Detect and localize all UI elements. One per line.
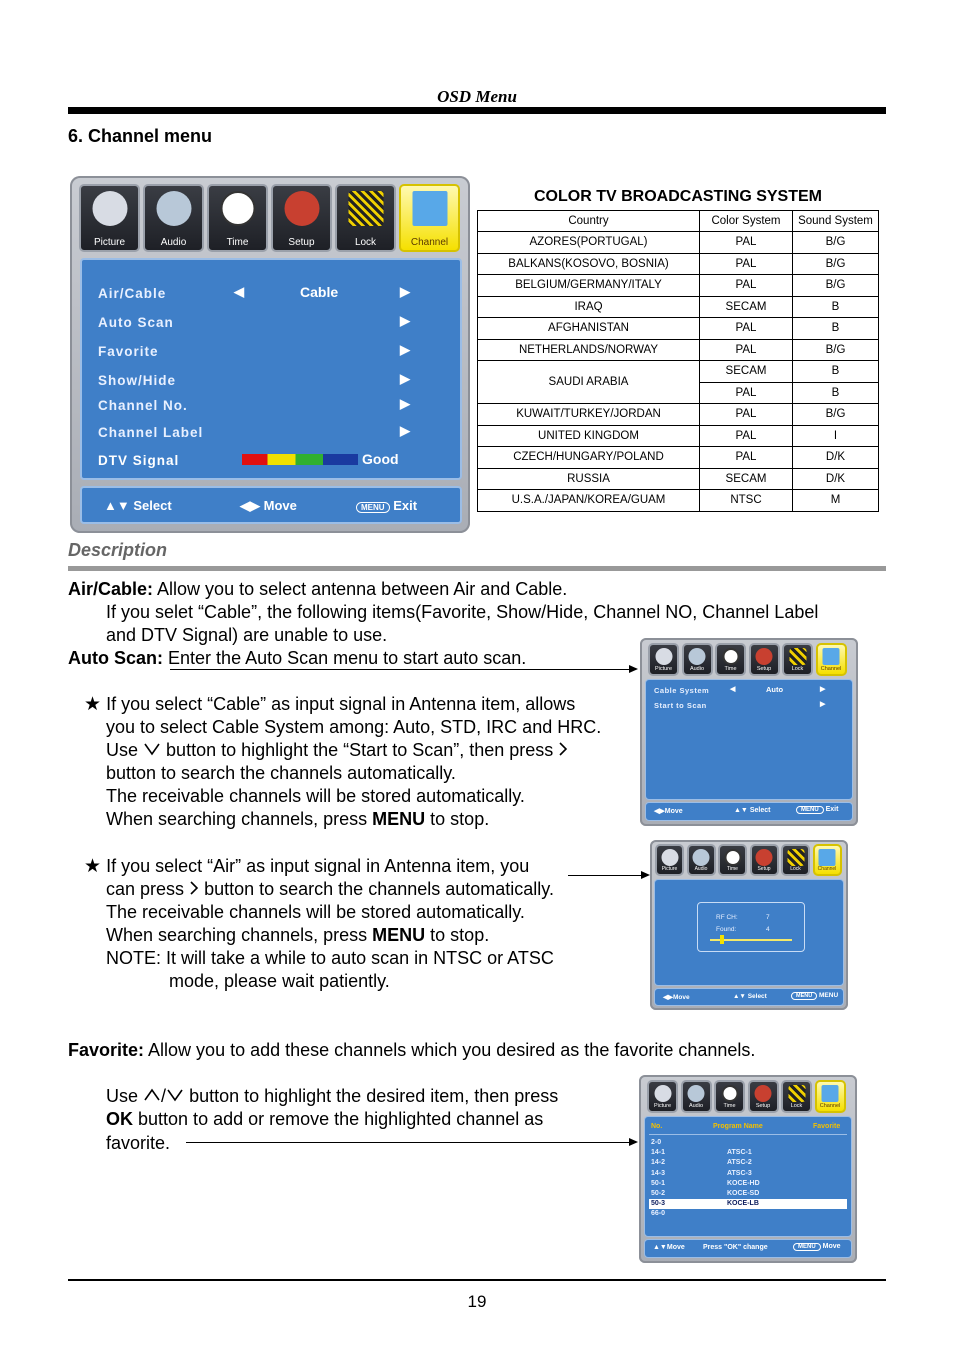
country-cell: AZORES(PORTUGAL)	[478, 232, 700, 254]
tab-label: Setup	[288, 237, 315, 248]
program-name: ATSC-3	[727, 1169, 752, 1177]
osd-list-panel	[644, 1116, 852, 1237]
tab-setup[interactable]	[749, 643, 780, 676]
clock-icon	[724, 849, 741, 866]
star-icon: ★	[84, 694, 102, 715]
country-cell: BELGIUM/GERMANY/ITALY	[478, 275, 700, 297]
page-header: OSD Menu	[437, 87, 517, 106]
sound-system-cell: B	[793, 296, 879, 318]
monitor-icon	[819, 849, 836, 866]
tab-time[interactable]	[207, 184, 268, 252]
down-chevron-icon	[166, 1088, 184, 1102]
up-down-icon: ▲▼	[733, 993, 746, 1000]
program-name: ATSC-1	[727, 1149, 752, 1157]
menu-item-cable-system[interactable]: Cable System	[654, 686, 710, 695]
tab-channel[interactable]	[816, 643, 847, 676]
country-cell: UNITED KINGDOM	[478, 425, 700, 447]
table-row	[478, 425, 879, 447]
color-system-cell: PAL	[700, 253, 793, 275]
color-system-cell: PAL	[700, 447, 793, 469]
lock-icon	[348, 191, 383, 226]
footer-exit: MENU Exit	[356, 498, 417, 513]
tab-lock[interactable]	[781, 1080, 812, 1113]
lock-icon	[788, 1085, 805, 1102]
column-header: Color System	[700, 211, 793, 232]
channel-number: 50-1	[651, 1179, 666, 1187]
footer-select: ▲▼ Select	[734, 807, 771, 814]
tab-label: Picture	[661, 866, 678, 872]
menu-key-icon: MENU	[356, 502, 390, 513]
tab-picture[interactable]	[655, 844, 684, 876]
country-cell: U.S.A./JAPAN/KOREA/GUAM	[478, 490, 700, 512]
country-cell: SAUDI ARABIA	[478, 361, 700, 404]
cable-bullet-line5: The receivable channels will be stored automatically.	[106, 786, 525, 806]
dtv-signal-value: Good	[362, 451, 399, 467]
right-chevron-icon	[189, 881, 199, 895]
color-system-cell: SECAM	[700, 296, 793, 318]
tools-icon	[755, 1085, 772, 1102]
country-cell: RUSSIA	[478, 468, 700, 490]
sound-system-cell: D/K	[793, 447, 879, 469]
osd-auto-scan-cable	[640, 638, 858, 826]
up-chevron-icon	[143, 1088, 161, 1102]
right-chevron-icon	[558, 742, 568, 756]
footer-move: ▲▼Move	[653, 1244, 685, 1251]
auto-scan-paragraph	[68, 647, 526, 670]
sound-system-cell: B/G	[793, 253, 879, 275]
menu-item-show-hide[interactable]: Show/Hide	[98, 373, 177, 388]
air-cable-desc: Allow you to select antenna between Air and Cable.	[157, 579, 568, 599]
sound-system-cell: B/G	[793, 404, 879, 426]
tab-label: Audio	[160, 237, 187, 248]
channel-number: 14-1	[651, 1149, 666, 1157]
tab-audio[interactable]	[143, 184, 204, 252]
left-right-icon: ◀▶	[654, 808, 665, 815]
list-item[interactable]	[649, 1169, 847, 1179]
table-row	[478, 296, 879, 318]
tab-lock[interactable]	[335, 184, 396, 252]
tab-label: Lock	[790, 866, 801, 872]
tab-label: Picture	[654, 666, 673, 672]
table-row	[478, 275, 879, 297]
favorite-line1: Use / button to highlight the desired item, then press	[106, 1086, 559, 1106]
clock-icon	[721, 1085, 738, 1102]
menu-item-favorite[interactable]: Favorite	[98, 344, 159, 359]
sound-system-cell: B/G	[793, 339, 879, 361]
menu-key-icon: MENU	[796, 806, 824, 814]
tab-label: Audio	[694, 866, 708, 872]
tab-label: Time	[723, 1103, 736, 1109]
list-item[interactable]	[649, 1189, 847, 1199]
favorite-line3: favorite.	[106, 1133, 171, 1153]
tools-icon	[756, 648, 773, 665]
tab-label: Channel	[817, 866, 837, 872]
rf-channel-value: 7	[766, 914, 770, 921]
tab-label: Setup	[755, 1103, 771, 1109]
footer-move: ◀▶Move	[654, 808, 683, 815]
speaker-icon	[688, 1085, 705, 1102]
rf-channel-label: RF CH:	[716, 914, 738, 921]
cable-bullet-line1: ★ If you select “Cable” as input signal in Antenna item, allows	[84, 694, 576, 715]
color-system-cell: NTSC	[700, 490, 793, 512]
footer-change: Press "OK" change	[703, 1244, 768, 1251]
favorite-line2: OK button to add or remove the highlighted channel as	[106, 1109, 544, 1129]
osd-menu-panel	[645, 679, 853, 800]
program-name: KOCE-HD	[727, 1179, 760, 1187]
list-item[interactable]	[649, 1199, 847, 1209]
air-bullet-line1: ★ If you select “Air” as input signal in Antenna item, you	[84, 856, 530, 877]
right-arrow-icon[interactable]: ▶	[400, 313, 410, 328]
tab-channel[interactable]	[815, 1080, 846, 1113]
sound-system-cell: B	[793, 382, 879, 404]
program-name: KOCE-SD	[727, 1190, 760, 1197]
leader-arrow-icon	[629, 1138, 638, 1146]
sound-system-cell: B	[793, 361, 879, 383]
menu-key-icon: MENU	[791, 992, 817, 1000]
camera-icon	[661, 849, 678, 866]
color-system-cell: PAL	[700, 232, 793, 254]
menu-item-channel-label[interactable]: Channel Label	[98, 425, 204, 440]
monitor-icon	[822, 1085, 839, 1102]
right-arrow-icon[interactable]: ▶	[400, 371, 410, 386]
leader-arrow-icon	[629, 665, 638, 673]
tab-lock[interactable]	[781, 844, 810, 876]
scan-progress-knob	[720, 935, 724, 944]
left-arrow-icon[interactable]: ◀	[730, 686, 736, 693]
cable-system-value: Auto	[766, 685, 784, 694]
found-value: 4	[766, 926, 770, 933]
down-chevron-icon	[143, 742, 161, 756]
channel-number: 66-0	[651, 1210, 666, 1218]
right-arrow-icon[interactable]: ▶	[820, 701, 826, 708]
up-down-icon: ▲▼	[104, 498, 130, 513]
left-right-icon: ◀▶	[240, 498, 260, 513]
list-item[interactable]	[649, 1209, 847, 1219]
tab-label: Lock	[354, 237, 377, 248]
osd-footer-bar	[644, 1239, 852, 1258]
footer-menu: MENU MENU	[791, 992, 838, 1000]
color-system-cell: SECAM	[700, 361, 793, 383]
found-label: Found:	[716, 926, 737, 933]
favorite-paragraph	[68, 1039, 755, 1062]
osd-footer-bar	[80, 486, 462, 524]
lock-icon	[787, 849, 804, 866]
air-bullet-line2: can press button to search the channels automatically.	[106, 879, 554, 899]
term-auto-scan: Auto Scan:	[68, 648, 164, 668]
tab-setup[interactable]	[748, 1080, 779, 1113]
color-system-cell: PAL	[700, 425, 793, 447]
table-row	[478, 490, 879, 512]
column-header: Sound System	[793, 211, 879, 232]
menu-item-auto-scan[interactable]: Auto Scan	[98, 315, 174, 330]
speaker-icon	[689, 648, 706, 665]
osd-footer-bar	[645, 802, 853, 821]
sound-system-cell: I	[793, 425, 879, 447]
air-bullet-line3: The receivable channels will be stored automatically.	[106, 902, 525, 922]
air-bullet-line4: When searching channels, press MENU to stop.	[106, 925, 490, 945]
footer-select: ▲▼ Select	[104, 498, 172, 513]
cable-bullet-line4: button to search the channels automatically.	[106, 763, 456, 783]
sound-system-cell: M	[793, 490, 879, 512]
tab-setup[interactable]	[750, 844, 779, 876]
footer-exit: MENU Exit	[796, 806, 838, 814]
column-header: Country	[478, 211, 700, 232]
header-divider	[649, 1134, 847, 1135]
tab-label: Channel	[819, 1103, 841, 1109]
channel-number: 14-2	[651, 1159, 666, 1167]
tab-audio[interactable]	[687, 844, 716, 876]
channel-number: 14-3	[651, 1169, 666, 1177]
footer-menu-move: MENU Move	[793, 1243, 841, 1251]
right-arrow-icon[interactable]: ▶	[820, 686, 826, 693]
air-cable-value: Cable	[300, 284, 339, 300]
osd-menu-panel	[80, 258, 462, 480]
footer-move: ◀▶Move	[663, 994, 690, 1001]
speaker-icon	[693, 849, 710, 866]
column-header: Favorite	[813, 1123, 841, 1130]
air-cable-line3: and DTV Signal) are unable to use.	[106, 625, 388, 645]
tab-label: Time	[724, 666, 737, 672]
right-arrow-icon[interactable]: ▶	[400, 423, 410, 438]
up-down-icon: ▲▼	[734, 807, 748, 814]
air-cable-line2: If you selet “Cable”, the following items(Favorite, Show/Hide, Channel NO, Channel Label	[106, 602, 819, 622]
favorite-desc: Allow you to add these channels which you desired as the favorite channels.	[148, 1040, 756, 1060]
menu-item-air-cable[interactable]: Air/Cable	[98, 286, 167, 301]
description-title: Description	[68, 540, 168, 560]
right-arrow-icon[interactable]: ▶	[400, 284, 410, 299]
country-cell: AFGHANISTAN	[478, 318, 700, 340]
camera-icon	[654, 1085, 671, 1102]
table-row	[478, 361, 879, 383]
color-system-cell: PAL	[700, 404, 793, 426]
osd-scan-panel	[654, 879, 844, 986]
country-cell: IRAQ	[478, 296, 700, 318]
color-system-cell: PAL	[700, 318, 793, 340]
footer-select: ▲▼ Select	[733, 993, 767, 1000]
monitor-icon	[412, 191, 447, 226]
auto-scan-desc: Enter the Auto Scan menu to start auto scan.	[168, 648, 527, 668]
broadcast-system-table	[477, 210, 879, 512]
section-title: 6. Channel menu	[68, 126, 213, 146]
channel-number: 50-3	[651, 1200, 666, 1208]
table-row	[478, 339, 879, 361]
country-cell: BALKANS(KOSOVO, BOSNIA)	[478, 253, 700, 275]
table-row	[478, 447, 879, 469]
channel-number: 50-2	[651, 1190, 666, 1197]
left-right-icon: ◀▶	[663, 994, 673, 1001]
program-name: KOCE-LB	[727, 1200, 759, 1208]
tools-icon	[284, 191, 319, 226]
sound-system-cell: B/G	[793, 275, 879, 297]
list-item[interactable]	[649, 1158, 847, 1168]
camera-icon	[92, 191, 127, 226]
leader-line	[170, 669, 630, 670]
tab-label: Audio	[689, 666, 705, 672]
speaker-icon	[156, 191, 191, 226]
color-system-cell: PAL	[700, 275, 793, 297]
air-cable-paragraph	[68, 578, 567, 601]
tab-label: Setup	[757, 866, 771, 872]
tab-channel[interactable]	[399, 184, 460, 252]
sound-system-cell: B	[793, 318, 879, 340]
right-arrow-icon[interactable]: ▶	[400, 396, 410, 411]
tab-label: Time	[226, 237, 249, 248]
cable-bullet-line6: When searching channels, press MENU to stop.	[106, 809, 490, 829]
leader-line	[186, 1142, 630, 1143]
header-rule	[68, 107, 886, 114]
term-air-cable: Air/Cable:	[68, 579, 154, 599]
list-item[interactable]	[649, 1148, 847, 1158]
country-cell: NETHERLANDS/NORWAY	[478, 339, 700, 361]
tab-label: Lock	[790, 1103, 803, 1109]
color-system-cell: PAL	[700, 382, 793, 404]
clock-icon	[722, 648, 739, 665]
country-cell: KUWAIT/TURKEY/JORDAN	[478, 404, 700, 426]
star-icon: ★	[84, 856, 102, 877]
table-row	[478, 253, 879, 275]
leader-line	[568, 875, 642, 876]
tab-time[interactable]	[718, 844, 747, 876]
sound-system-cell: B/G	[793, 232, 879, 254]
description-rule	[68, 566, 886, 571]
color-system-cell: SECAM	[700, 468, 793, 490]
page-number: 19	[467, 1292, 487, 1311]
program-name: ATSC-2	[727, 1159, 752, 1167]
country-cell: CZECH/HUNGARY/POLAND	[478, 447, 700, 469]
term-favorite: Favorite:	[68, 1040, 145, 1060]
tools-icon	[756, 849, 773, 866]
tab-label: Channel	[820, 666, 842, 672]
table-row	[478, 318, 879, 340]
osd-footer-bar	[654, 988, 844, 1006]
cable-bullet-line3: Use button to highlight the “Start to Scan”, then press	[106, 739, 568, 762]
table-row	[478, 404, 879, 426]
menu-item-channel-no[interactable]: Channel No.	[98, 398, 188, 413]
footer-move: ◀▶ Move	[240, 498, 297, 513]
footer-rule	[68, 1279, 886, 1281]
channel-number: 2-0	[651, 1139, 662, 1146]
lock-icon	[789, 648, 806, 665]
osd-channel-menu	[70, 176, 470, 533]
table-row	[478, 468, 879, 490]
menu-item-start-to-scan[interactable]: Start to Scan	[654, 701, 707, 710]
osd-favorite-list	[639, 1075, 857, 1263]
signal-strength-bar	[242, 454, 358, 465]
scan-progress-box	[697, 902, 805, 952]
tab-time[interactable]	[714, 1080, 745, 1113]
sound-system-cell: D/K	[793, 468, 879, 490]
tab-lock[interactable]	[782, 643, 813, 676]
tab-audio[interactable]	[682, 643, 713, 676]
tab-label: Picture	[653, 1103, 672, 1109]
tab-label: Channel	[410, 237, 449, 248]
tab-time[interactable]	[715, 643, 746, 676]
table-row	[478, 232, 879, 254]
tab-label: Picture	[93, 237, 126, 248]
tab-picture[interactable]	[79, 184, 140, 252]
air-note-line1: NOTE: It will take a while to auto scan in NTSC or ATSC	[106, 948, 554, 968]
leader-arrow-icon	[641, 871, 650, 879]
tab-label: Lock	[791, 666, 804, 672]
air-note-line2: mode, please wait patiently.	[169, 971, 390, 991]
up-down-icon: ▲▼	[653, 1244, 667, 1251]
tab-label: Time	[727, 866, 738, 872]
table-title: COLOR TV BROADCASTING SYSTEM	[533, 188, 822, 205]
clock-icon	[220, 191, 255, 226]
tab-label: Setup	[756, 666, 772, 672]
tab-picture[interactable]	[647, 1080, 678, 1113]
osd-auto-scan-air	[650, 840, 848, 1010]
tab-channel[interactable]	[813, 844, 842, 876]
column-header: Program Name	[713, 1123, 763, 1130]
color-system-cell: PAL	[700, 339, 793, 361]
left-arrow-icon[interactable]: ◀	[234, 284, 244, 299]
list-item[interactable]	[649, 1179, 847, 1189]
camera-icon	[655, 648, 672, 665]
tab-label: Audio	[688, 1103, 704, 1109]
right-arrow-icon[interactable]: ▶	[400, 342, 410, 357]
list-item[interactable]	[649, 1138, 847, 1148]
tab-audio[interactable]	[681, 1080, 712, 1113]
monitor-icon	[823, 648, 840, 665]
menu-item-dtv-signal[interactable]: DTV Signal	[98, 453, 180, 468]
menu-key-icon: MENU	[793, 1243, 821, 1251]
cable-bullet-line2: you to select Cable System among: Auto, STD, IRC and HRC.	[106, 717, 602, 737]
column-header: No.	[651, 1123, 663, 1130]
tab-picture[interactable]	[648, 643, 679, 676]
tab-setup[interactable]	[271, 184, 332, 252]
